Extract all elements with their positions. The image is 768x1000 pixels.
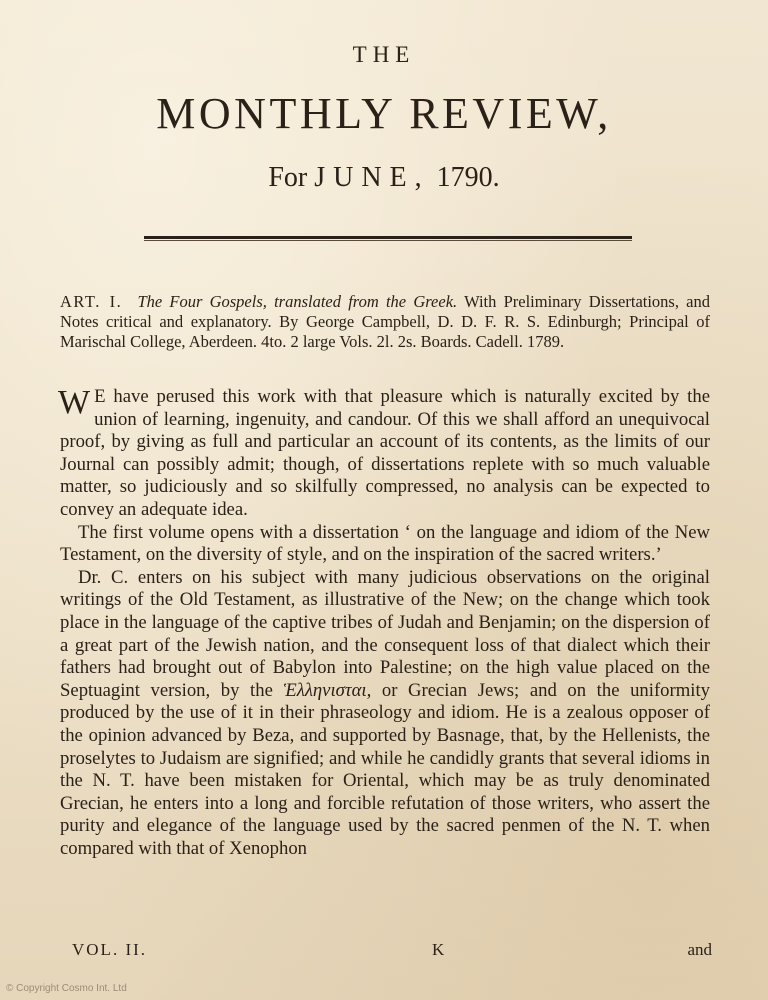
article-number: ART. I. [60, 292, 123, 311]
catchword: and [687, 940, 712, 959]
paragraph-3 [60, 567, 710, 861]
signature-mark: K [432, 940, 445, 959]
copyright-watermark: © Copyright Cosmo Int. Ltd [6, 983, 127, 994]
paragraph-3-text-b: or Grecian Jews; and on the uniformity produced by the use of it in their phraseology and idiom. He is a zealous opposer of the opinion advanced by Beza, and supported by Basnage, that, by the Hellenists, the proselytes to Judaism are signified; and while he candidly grants that several idioms in the N. T. have been mistaken for Oriental, which may be as truly denominated Grecian, he enters into a long and forcible refutation of those writers, who assert the purity and elegance of the language used by the sacred penmen of the N. T. when compared with that of Xenophon [60, 679, 711, 859]
article-body [60, 386, 710, 860]
article-heading [60, 292, 710, 352]
greek-word: Ἑλληνισται, [283, 679, 372, 701]
volume-number: VOL. II. [72, 940, 148, 959]
date-prefix: For [268, 162, 308, 193]
masthead-the: THE [352, 42, 416, 67]
issue-date [0, 162, 768, 194]
masthead-title: MONTHLY REVIEW, [156, 89, 612, 138]
date-year: 1790. [436, 162, 500, 193]
paragraph-1 [60, 386, 710, 522]
drop-cap: W [58, 384, 91, 421]
paragraph-3-text-a: Dr. C. enters on his subject with many judicious observations on the original writings of the Old Testament, as illustrative of the New; on the change which took place in the language of the captive tribes of Judah and Benjamin; on the dispersion of a great part of the Jewish nation, and the consequent loss of that dialect which their fathers had brought out of Babylon into Palestine; on the high value placed on the Septuagint version, by the [60, 566, 710, 701]
paragraph-1-text: E have perused this work with that pleasure which is naturally excited by the union of learning, ingenuity, and candour. Of this we shall afford an unequivocal proof, by giving as full and particular an account of its contents, as the limits of our Journal can possibly admit; though, of dissertations replete with so much valuable matter, so judiciously and so skilfully compressed, no analysis can be expected to convey an adequate idea. [60, 386, 710, 520]
paragraph-2: The first volume opens with a dissertation ‘ on the language and idiom of the New Testament, on the diversity of style, and on the inspiration of the sacred writers.’ [60, 521, 710, 566]
date-month: JUNE, [314, 162, 430, 193]
title-rule [144, 236, 632, 239]
book-description: With Preliminary Dissertations, and Notes critical and explanatory. By George Campbell, D. D. F. R. S. Edinburgh; Principal of Marischal College, Aberdeen. 4to. 2 large Vols. 2l. 2s. Boards. Cadell. 1789. [60, 292, 711, 351]
book-title: The Four Gospels, translated from the Greek. [137, 292, 458, 311]
page-footer [72, 940, 712, 964]
